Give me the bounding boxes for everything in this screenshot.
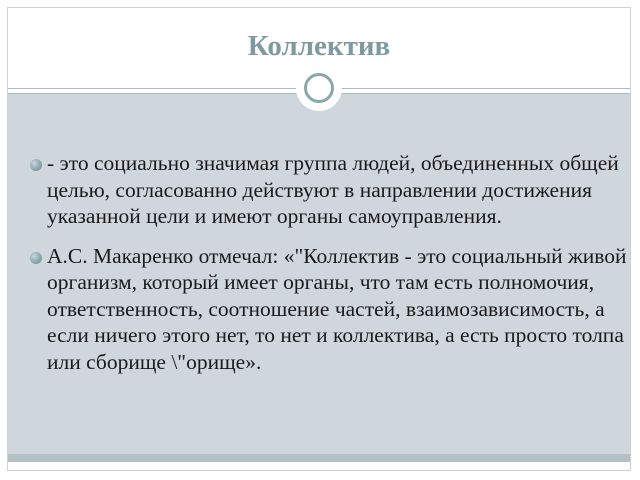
bullet-text: - это социально значимая группа людей, объединенных общей целью, согласованно действуют в направлении достижения указанной цели и имеют органы самоуправления. <box>47 151 619 228</box>
bullet-text: А.С. Макаренко отмечал: «"Коллектив - это социальный живой организм, который имеет органы, что там есть полномочия, ответственность, соотношение частей, взаимозависимость, а если ничего этого нет, то нет и коллектива, а есть просто толпа или сборище \"орище». <box>47 243 627 374</box>
bullet-item-definition <box>27 150 627 230</box>
slide-title: Коллектив <box>247 30 391 62</box>
circle-ornament-icon <box>304 73 334 103</box>
bullet-item-quote <box>27 243 627 376</box>
bullet-list <box>27 150 627 388</box>
bullet-dot-icon <box>30 252 42 264</box>
bullet-dot-icon <box>30 159 42 171</box>
bottom-band <box>8 454 630 462</box>
